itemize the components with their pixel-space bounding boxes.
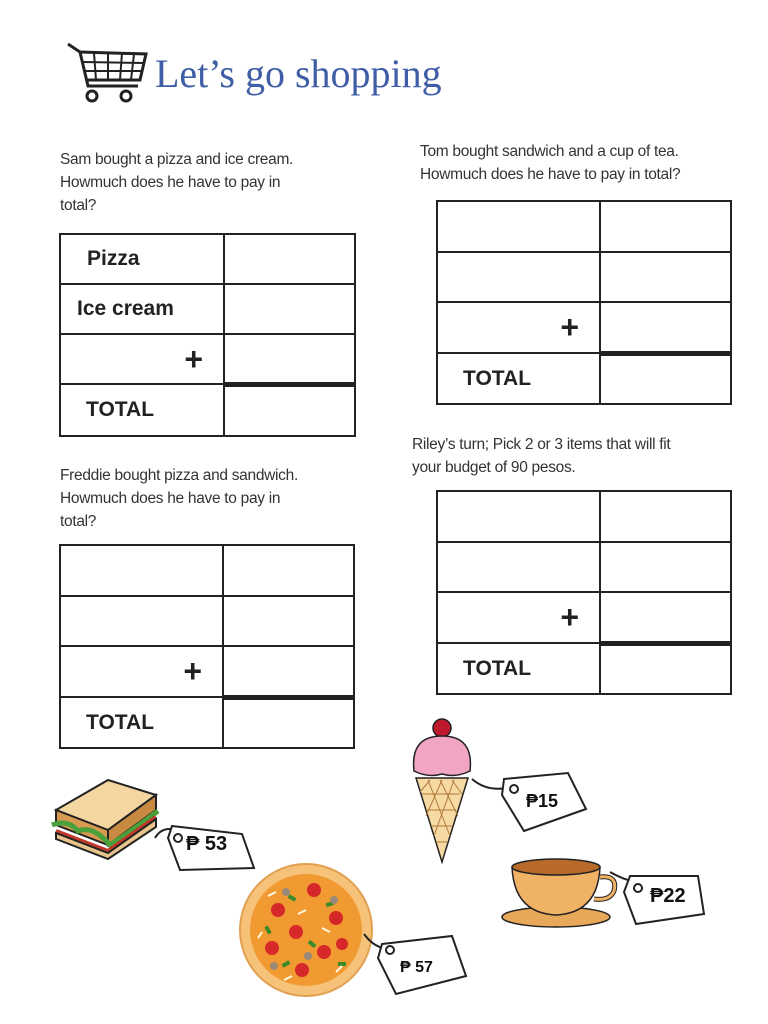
total-cell[interactable] <box>600 353 731 404</box>
label-cell: Pizza <box>60 234 224 284</box>
total-label: TOTAL <box>60 697 223 748</box>
sam-question <box>60 148 293 217</box>
answer-cell[interactable] <box>224 334 355 384</box>
question-line: Howmuch does he have to pay in <box>60 174 281 191</box>
page-title: Let’s go shopping <box>155 51 442 96</box>
price-tag <box>606 862 708 934</box>
price-tag <box>360 924 472 1000</box>
answer-cell[interactable] <box>223 596 354 646</box>
question-line: Howmuch does he have to pay in total? <box>420 166 681 183</box>
label-cell[interactable] <box>60 596 223 646</box>
question-line: Sam bought a pizza and ice cream. <box>60 151 294 168</box>
label-cell[interactable] <box>437 491 600 542</box>
pizza-icon <box>238 862 374 998</box>
shopping-cart-icon <box>64 40 150 104</box>
answer-cell[interactable] <box>223 646 354 697</box>
plus-sign: + <box>60 646 223 697</box>
plus-sign: + <box>437 302 600 353</box>
question-line: Howmuch does he have to pay in <box>60 490 281 507</box>
plus-sign: + <box>437 592 600 643</box>
answer-cell[interactable] <box>600 592 731 643</box>
sam-table <box>59 233 356 437</box>
pizza-price: ₱ 57 <box>400 959 433 976</box>
question-line: Tom bought sandwich and a cup of tea. <box>420 143 679 160</box>
tom-question <box>420 140 680 186</box>
total-label: TOTAL <box>437 353 600 404</box>
question-line: total? <box>60 513 97 530</box>
question-line: total? <box>60 197 97 214</box>
tea-cup-icon <box>500 855 620 930</box>
tom-table <box>436 200 732 405</box>
tea-price: ₱22 <box>650 885 686 907</box>
price-tag <box>468 765 590 837</box>
answer-cell[interactable] <box>224 284 355 334</box>
answer-cell[interactable] <box>600 491 731 542</box>
question-line: Freddie bought pizza and sandwich. <box>60 467 298 484</box>
answer-cell[interactable] <box>224 234 355 284</box>
answer-cell[interactable] <box>600 542 731 592</box>
sandwich-price: ₱ 53 <box>186 833 228 855</box>
label-cell[interactable] <box>60 545 223 596</box>
question-line: Riley’s turn; Pick 2 or 3 items that will fit <box>412 436 671 453</box>
ice-cream-price: ₱15 <box>526 791 559 811</box>
plus-sign: + <box>60 334 224 384</box>
label-cell[interactable] <box>437 201 600 252</box>
answer-cell[interactable] <box>223 545 354 596</box>
total-cell[interactable] <box>224 384 355 436</box>
ice-cream-icon <box>408 716 476 864</box>
total-cell[interactable] <box>600 643 731 694</box>
riley-question <box>412 433 670 479</box>
total-label: TOTAL <box>437 643 600 694</box>
question-line: your budget of 90 pesos. <box>412 459 576 476</box>
label-cell: Ice cream <box>60 284 224 334</box>
sandwich-icon <box>48 775 163 860</box>
answer-cell[interactable] <box>600 252 731 302</box>
total-label: TOTAL <box>60 384 224 436</box>
riley-table <box>436 490 732 695</box>
freddie-question <box>60 464 298 533</box>
total-cell[interactable] <box>223 697 354 748</box>
answer-cell[interactable] <box>600 201 731 252</box>
answer-cell[interactable] <box>600 302 731 353</box>
label-cell[interactable] <box>437 542 600 592</box>
freddie-table <box>59 544 355 749</box>
label-cell[interactable] <box>437 252 600 302</box>
